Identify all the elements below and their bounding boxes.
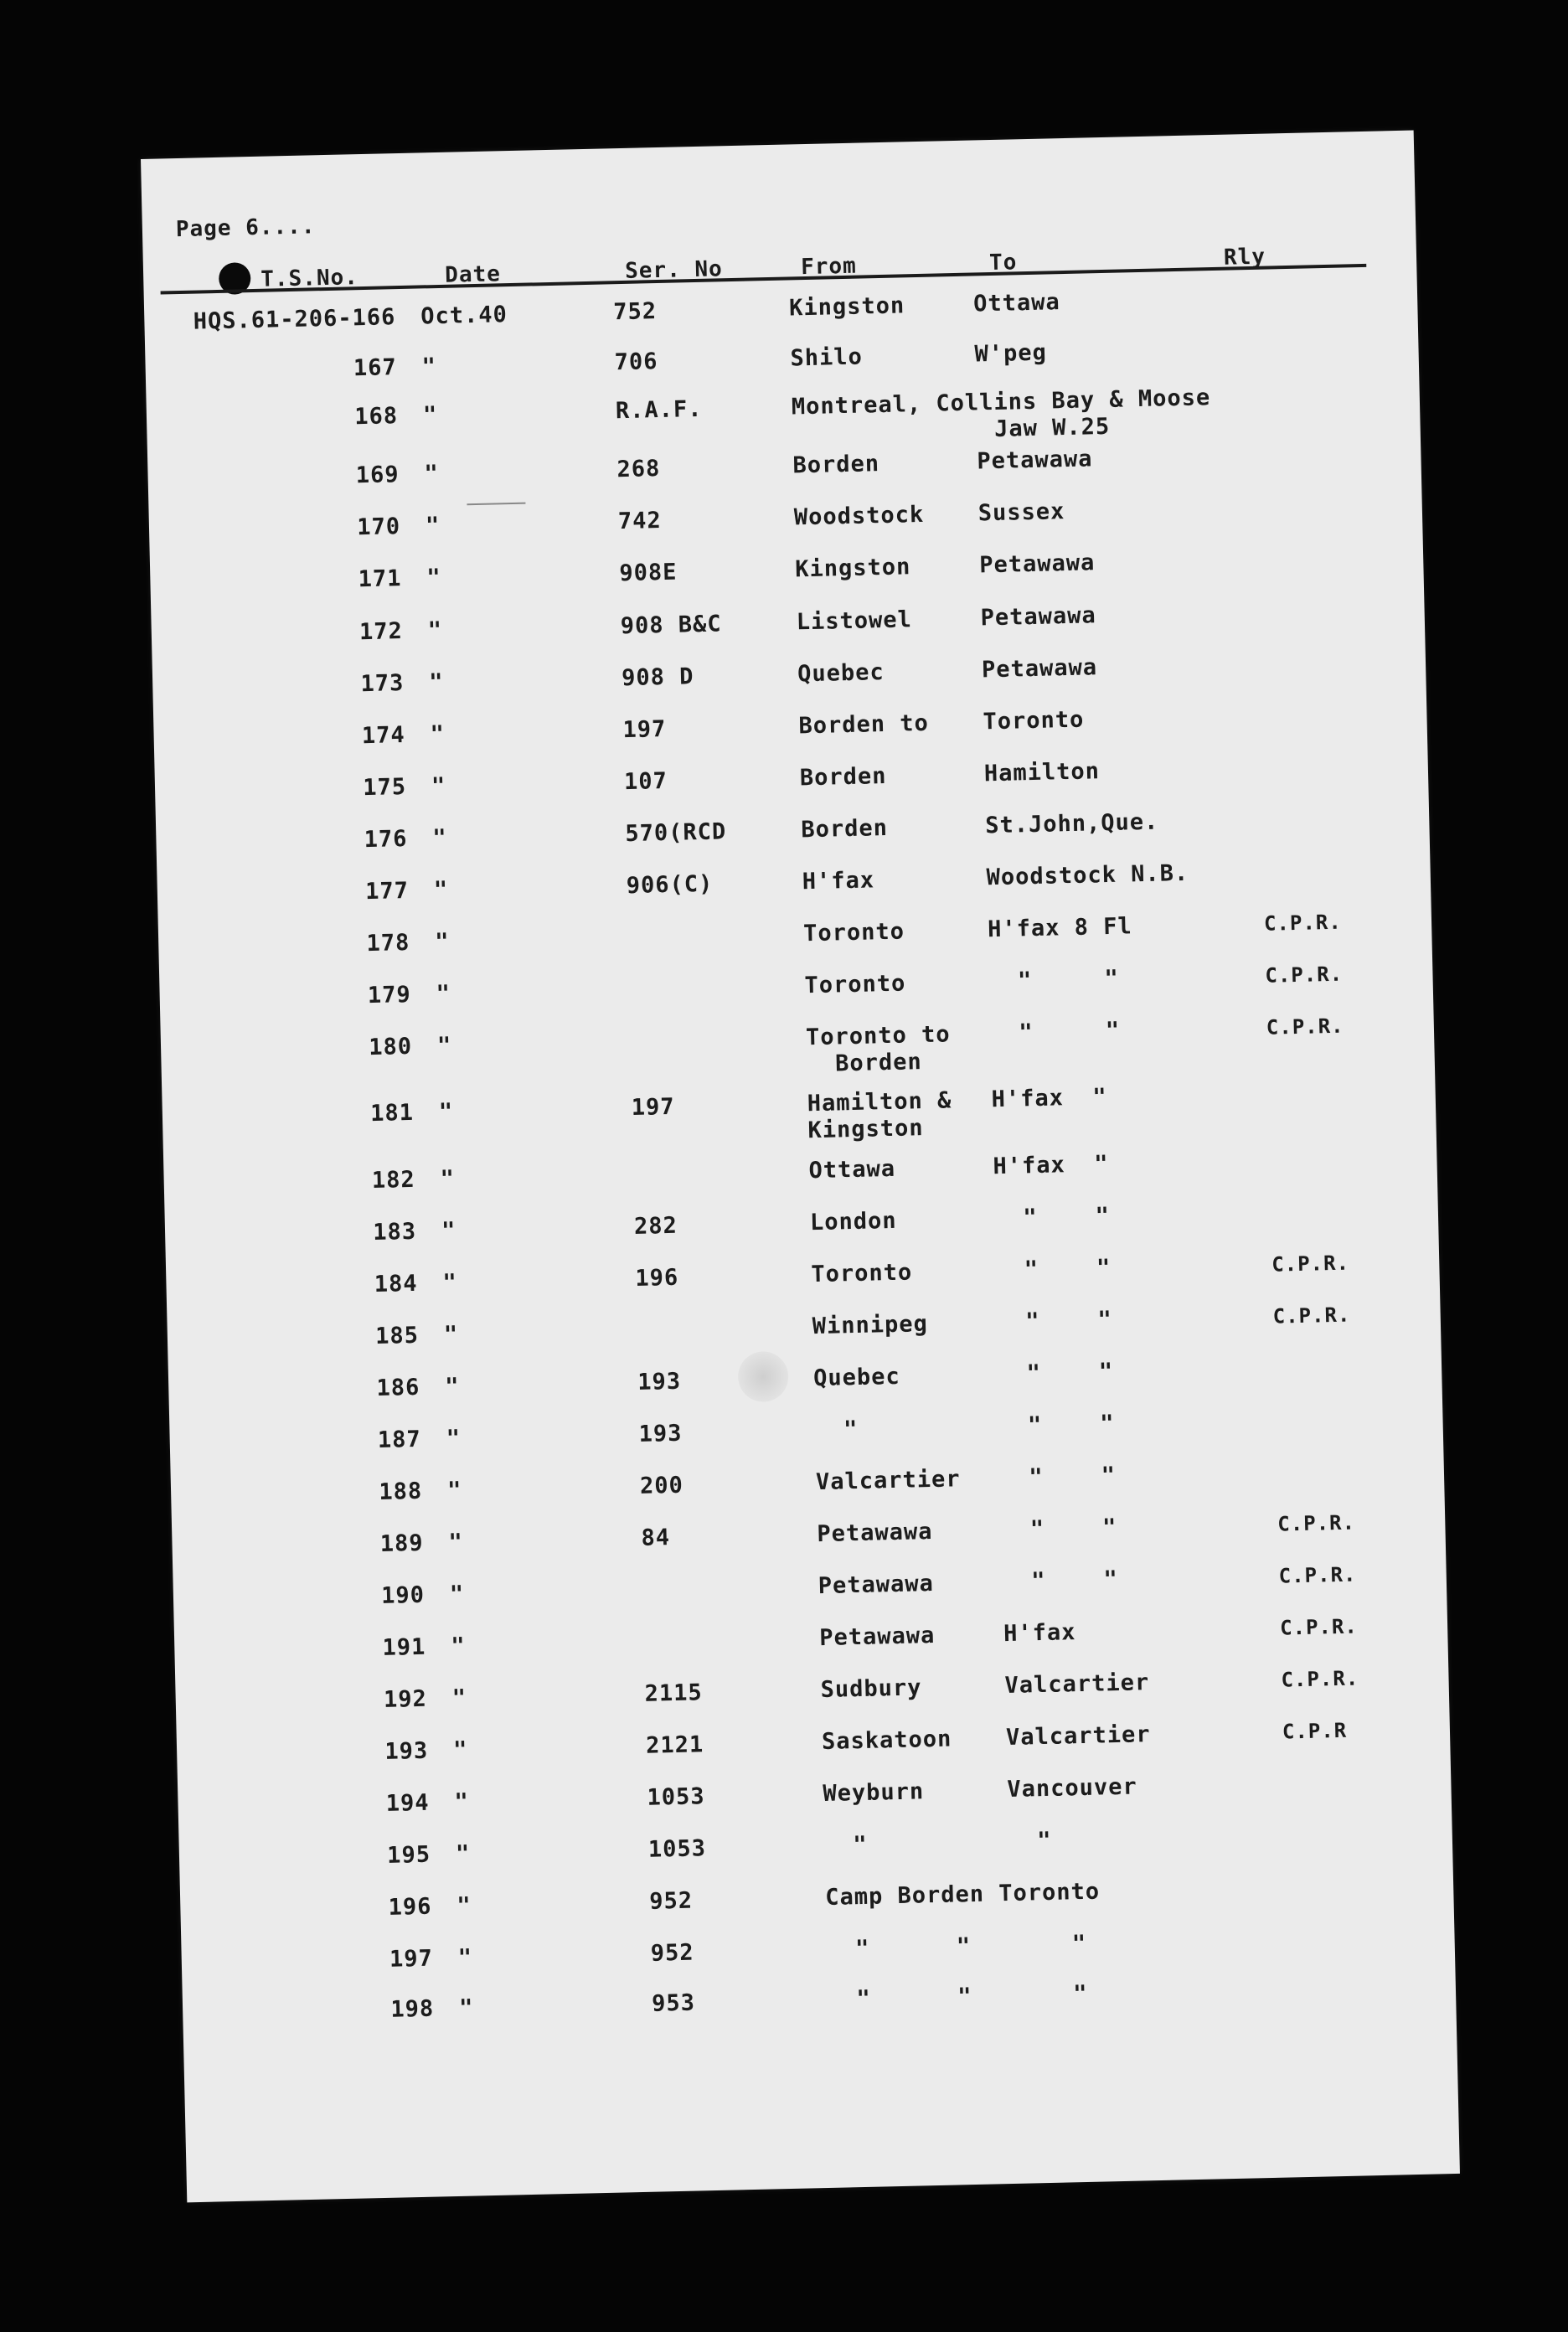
from-cell: Montreal, Collins Bay & Moose Jaw W.25: [791, 384, 1211, 447]
from-cell: Sudbury: [820, 1674, 922, 1704]
from-cell: Quebec: [812, 1363, 901, 1392]
to-cell: H'fax 8 Fl: [987, 913, 1132, 943]
date-cell: ": [436, 980, 451, 1008]
rly-cell: C.P.R.: [1277, 1510, 1356, 1536]
date-cell: ": [431, 772, 446, 800]
rly-cell: C.P.R.: [1265, 962, 1344, 988]
from-cell: Ottawa: [808, 1155, 896, 1184]
ts-no-cell: 189: [379, 1530, 424, 1557]
date-cell: ": [444, 1373, 460, 1401]
ts-no-cell: 190: [380, 1581, 426, 1609]
date-cell: ": [446, 1477, 462, 1504]
ts-no-cell: 191: [382, 1633, 426, 1661]
from-cell: Petawawa: [817, 1518, 933, 1548]
from-cell: London: [809, 1207, 897, 1236]
from-cell: Listowel: [796, 606, 913, 636]
ser-no-cell: R.A.F.: [615, 395, 703, 425]
ts-no-cell: 197: [389, 1945, 434, 1973]
ser-no-cell: 953: [651, 1989, 696, 2017]
ser-no-cell: 742: [617, 508, 663, 535]
ts-no-cell: 182: [371, 1166, 416, 1194]
date-cell: ": [446, 1425, 462, 1452]
to-cell: " ": [1001, 1514, 1117, 1544]
date-cell: ": [440, 1165, 456, 1193]
to-cell: " ": [995, 1255, 1112, 1284]
ser-no-cell: 193: [637, 1368, 682, 1396]
date-cell: ": [455, 1840, 471, 1867]
date-cell: ": [452, 1736, 468, 1764]
rly-cell: C.P.R.: [1266, 1014, 1344, 1040]
ts-no-cell: 186: [376, 1374, 420, 1401]
ts-no-cell: 192: [383, 1685, 428, 1713]
from-cell: Borden: [799, 762, 887, 792]
from-cell: Petawawa: [818, 1622, 936, 1652]
ts-no-cell: 177: [364, 877, 410, 905]
rly-cell: C.P.R.: [1281, 1666, 1359, 1692]
ts-no-cell: 170: [356, 513, 401, 541]
ts-no-cell: 179: [367, 981, 412, 1009]
from-cell: Kingston: [788, 292, 905, 322]
ser-no-cell: 706: [614, 348, 658, 376]
from-cell: ": [823, 1831, 869, 1860]
from-cell: Toronto: [811, 1259, 913, 1288]
ts-no-cell: 196: [388, 1893, 432, 1921]
to-cell: " ": [996, 1307, 1113, 1336]
to-cell: " ": [1002, 1566, 1119, 1596]
to-cell: " ": [998, 1411, 1115, 1440]
rly-cell: C.P.R.: [1279, 1614, 1359, 1640]
ts-no-cell: 172: [358, 618, 404, 646]
ts-no-cell: 198: [390, 1995, 435, 2023]
date-cell: ": [424, 461, 440, 488]
header-ts-no: T.S.No.: [260, 265, 359, 292]
header-to: To: [988, 250, 1018, 276]
date-cell: ": [428, 668, 444, 696]
ts-no-cell: HQS.61-206-166: [193, 304, 396, 335]
ts-no-cell: 178: [366, 929, 410, 957]
to-cell: St.John,Que.: [984, 808, 1159, 839]
ser-no-cell: 2115: [644, 1679, 704, 1707]
date-cell: ": [448, 1529, 464, 1556]
from-cell: Toronto: [804, 970, 906, 999]
ser-no-cell: 282: [633, 1212, 678, 1240]
rly-cell: C.P.R.: [1278, 1562, 1357, 1588]
ts-no-cell: 169: [355, 462, 400, 489]
date-cell: ": [426, 564, 442, 591]
date-cell: Oct.40: [420, 302, 508, 330]
date-cell: ": [454, 1788, 470, 1816]
date-cell: ": [427, 617, 443, 644]
from-cell: Toronto: [802, 918, 905, 947]
ts-no-cell: 171: [358, 565, 402, 593]
ts-no-cell: 181: [369, 1099, 415, 1127]
ser-no-cell: 908 D: [621, 663, 694, 692]
to-cell: " ": [997, 1359, 1114, 1388]
date-cell: ": [449, 1581, 465, 1608]
to-cell: Petawawa: [977, 446, 1093, 475]
date-cell: ": [433, 876, 449, 904]
document-sheet: [141, 131, 1460, 2203]
rly-cell: C.P.R: [1282, 1718, 1348, 1744]
date-cell: ": [456, 1892, 472, 1919]
ts-no-cell: 168: [353, 403, 399, 431]
date-cell: ": [451, 1685, 467, 1712]
ser-no-cell: 2121: [645, 1731, 704, 1759]
ser-no-cell: 268: [616, 456, 661, 483]
to-cell: Petawawa: [981, 654, 1098, 684]
date-cell: ": [436, 1032, 452, 1060]
rly-cell: C.P.R.: [1272, 1303, 1351, 1329]
date-cell: ": [442, 1269, 458, 1297]
table-row: [162, 1076, 1436, 1155]
date-cell: ": [451, 1633, 466, 1660]
to-cell: Ottawa: [972, 289, 1061, 317]
to-cell: Sussex: [977, 498, 1065, 527]
date-cell: ": [443, 1321, 459, 1349]
from-cell: ": [814, 1416, 859, 1444]
date-cell: ": [457, 1944, 473, 1971]
date-cell: ": [438, 1098, 454, 1126]
ts-no-cell: 187: [377, 1426, 422, 1453]
to-cell: H'fax ": [991, 1084, 1108, 1113]
from-cell: Woodstock: [793, 501, 925, 531]
rly-cell: C.P.R.: [1271, 1251, 1350, 1277]
ser-no-cell: 952: [650, 1939, 694, 1967]
from-cell: Weyburn: [823, 1778, 925, 1808]
ts-no-cell: 194: [385, 1789, 430, 1817]
from-cell: Saskatoon: [821, 1726, 952, 1756]
ts-no-cell: 184: [374, 1270, 418, 1298]
from-cell: Borden: [801, 814, 889, 844]
from-cell: Hamilton & Kingston: [807, 1087, 952, 1144]
ts-no-cell: 183: [373, 1218, 417, 1246]
ser-no-cell: 952: [649, 1887, 694, 1915]
header-date: Date: [444, 261, 502, 288]
ser-no-cell: 197: [622, 715, 667, 744]
from-cell: Petawawa: [818, 1570, 935, 1600]
ts-no-cell: 188: [379, 1478, 423, 1505]
to-cell: " ": [993, 1203, 1111, 1232]
to-cell: H'fax ": [993, 1151, 1109, 1180]
from-cell: Borden to: [798, 709, 930, 740]
from-cell: Camp Borden Toronto: [824, 1878, 1101, 1911]
date-cell: ": [434, 928, 450, 956]
from-cell: Valcartier: [815, 1466, 961, 1496]
to-cell: " ": [999, 1463, 1117, 1492]
ser-no-cell: 200: [639, 1472, 684, 1499]
date-cell: ": [441, 1217, 456, 1245]
ser-no-cell: 193: [638, 1420, 683, 1447]
from-cell: H'fax: [802, 867, 875, 895]
ser-no-cell: 196: [635, 1264, 679, 1292]
to-cell: ": [1008, 1827, 1052, 1855]
ser-no-cell: 84: [641, 1525, 671, 1551]
date-cell: ": [422, 402, 438, 429]
ts-no-cell: 185: [374, 1322, 420, 1350]
date-cell: ": [432, 824, 448, 852]
ser-no-cell: 1053: [647, 1835, 707, 1863]
date-cell: ": [425, 513, 441, 539]
ts-no-cell: 193: [384, 1737, 429, 1765]
ts-no-cell: 195: [386, 1841, 431, 1869]
from-cell: Quebec: [797, 659, 885, 688]
to-cell: H'fax: [1003, 1619, 1076, 1648]
ts-no-cell: 174: [361, 722, 406, 750]
ts-no-cell: 167: [353, 354, 398, 382]
ser-no-cell: 752: [612, 298, 658, 326]
ser-no-cell: 908E: [619, 559, 678, 587]
to-cell: Woodstock N.B.: [986, 859, 1189, 891]
from-cell: Toronto to Borden: [805, 1021, 951, 1078]
header-ser-no: Ser. No: [624, 256, 724, 284]
to-cell: " ": [988, 965, 1120, 995]
ts-no-cell: 180: [368, 1033, 413, 1061]
header-rly: Rly: [1223, 244, 1266, 271]
from-cell: Borden: [792, 451, 880, 479]
ts-no-cell: 176: [364, 825, 408, 854]
to-cell: Valcartier: [1005, 1721, 1151, 1752]
to-cell: Hamilton: [983, 758, 1101, 787]
date-cell: ": [458, 1994, 474, 2021]
ser-no-cell: 908 B&C: [620, 611, 722, 640]
from-cell: " " ": [827, 1980, 1088, 2013]
date-cell: ": [430, 720, 446, 748]
from-cell: Kingston: [794, 554, 911, 583]
rly-cell: C.P.R.: [1263, 910, 1343, 936]
to-cell: Petawawa: [978, 549, 1096, 579]
ser-no-cell: 197: [631, 1093, 675, 1121]
to-cell: Valcartier: [1004, 1669, 1150, 1700]
ser-no-cell: 570(RCD: [625, 818, 727, 848]
header-from: From: [800, 253, 858, 281]
from-cell: " " ": [826, 1930, 1087, 1963]
date-cell: ": [421, 353, 437, 380]
from-cell: Winnipeg: [812, 1311, 929, 1340]
to-cell: " ": [989, 1017, 1121, 1047]
to-cell: W'peg: [974, 339, 1048, 368]
ser-no-cell: 107: [623, 767, 668, 796]
ts-no-cell: 175: [362, 774, 407, 802]
to-cell: Toronto: [983, 706, 1085, 735]
page-label: Page 6....: [175, 214, 316, 243]
to-cell: Vancouver: [1007, 1773, 1138, 1803]
ser-no-cell: 1053: [647, 1783, 705, 1811]
from-cell: Shilo: [790, 343, 864, 372]
ts-no-cell: 173: [360, 670, 405, 698]
ser-no-cell: 906(C): [626, 870, 714, 900]
to-cell: Petawawa: [980, 602, 1097, 632]
